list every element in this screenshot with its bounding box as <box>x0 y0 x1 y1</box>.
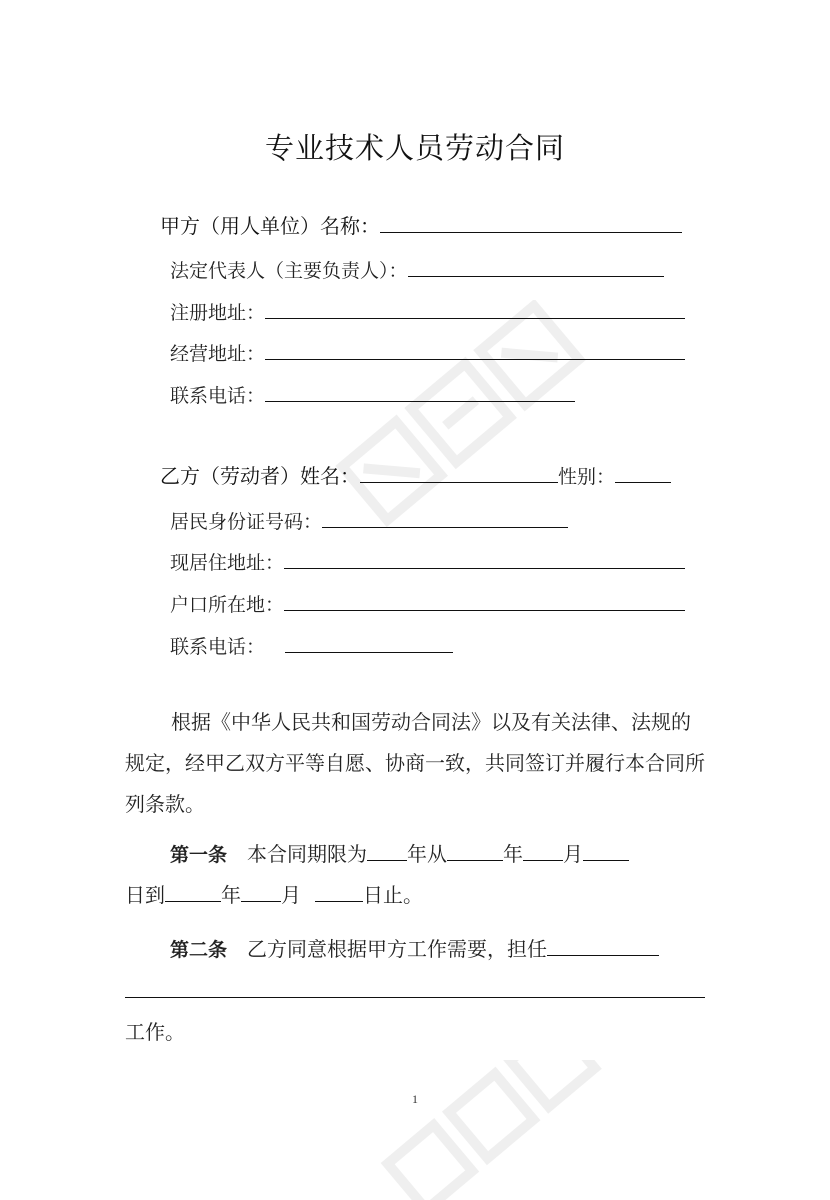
end-year-field[interactable] <box>165 881 221 902</box>
party-b-phone-label: 联系电话： <box>170 636 266 658</box>
article-1-from: 从 <box>427 842 448 866</box>
current-address-field[interactable] <box>284 548 685 569</box>
article-1-line-2 <box>125 881 423 908</box>
reg-address-field[interactable] <box>265 298 685 319</box>
id-number-row <box>170 507 568 535</box>
id-number-field[interactable] <box>322 507 568 528</box>
preamble-paragraph <box>125 702 710 825</box>
article-2-tail: 工作。 <box>125 1020 185 1044</box>
biz-address-row <box>170 339 685 367</box>
article-1-start-year-unit: 年 <box>503 842 524 866</box>
watermark-graphic <box>300 300 620 540</box>
party-a-phone-row <box>170 381 575 409</box>
reg-address-label: 注册地址： <box>170 302 266 324</box>
watermark-graphic-bottom <box>330 1060 650 1200</box>
party-a-phone-label: 联系电话： <box>170 385 266 407</box>
article-1-end-year-unit: 年 <box>221 883 241 907</box>
start-month-field[interactable] <box>523 840 563 861</box>
party-a-name-label: 甲方（用人单位）名称： <box>160 214 380 238</box>
party-b-name-label: 乙方（劳动者）姓名： <box>160 464 360 488</box>
article-1-end-month-unit: 月 <box>281 883 301 907</box>
party-b-phone-field[interactable] <box>285 632 453 653</box>
article-2-heading: 第二条 <box>170 939 228 961</box>
party-b-name-field[interactable] <box>360 462 558 483</box>
article-2-line-3 <box>125 1019 185 1045</box>
position-field[interactable] <box>547 935 659 956</box>
article-2-text: 乙方同意根据甲方工作需要，担任 <box>247 937 548 961</box>
page-number: 1 <box>412 1092 418 1106</box>
start-year-field[interactable] <box>447 840 503 861</box>
term-years-field[interactable] <box>367 840 407 861</box>
gender-field[interactable] <box>615 462 671 483</box>
hukou-label: 户口所在地： <box>170 594 285 616</box>
article-1-line-1 <box>170 840 629 868</box>
gender-label: 性别： <box>558 466 616 488</box>
hukou-field[interactable] <box>284 590 685 611</box>
current-address-label: 现居住地址： <box>170 552 285 574</box>
reg-address-row <box>170 298 685 326</box>
id-number-label: 居民身份证号码： <box>170 511 323 533</box>
party-a-name-row <box>160 212 682 239</box>
biz-address-label: 经营地址： <box>170 343 266 365</box>
article-1-start-month-unit: 月 <box>563 842 584 866</box>
party-a-name-field[interactable] <box>380 212 682 233</box>
end-day-field[interactable] <box>315 881 363 902</box>
article-2-line-1 <box>170 935 659 963</box>
position-continuation-field[interactable] <box>125 997 705 998</box>
preamble-text: 根据《中华人民共和国劳动合同法》以及有关法律、法规的规定，经甲乙双方平等自愿、协商一致，共同签订并履行本合同所列条款。 <box>125 710 705 816</box>
hukou-row <box>170 590 685 618</box>
current-address-row <box>170 548 685 576</box>
article-1-day-to: 日到 <box>125 883 165 907</box>
legal-rep-label: 法定代表人（主要负责人）： <box>170 260 408 282</box>
end-month-field[interactable] <box>241 881 281 902</box>
biz-address-field[interactable] <box>265 339 685 360</box>
party-b-name-row <box>160 462 671 490</box>
start-day-field[interactable] <box>583 840 629 861</box>
legal-rep-row <box>170 256 664 284</box>
party-b-phone-row <box>170 632 453 660</box>
contract-title: 专业技术人员劳动合同 <box>264 131 565 165</box>
legal-rep-field[interactable] <box>408 256 664 277</box>
article-1-text: 本合同期限为 <box>247 842 368 866</box>
article-1-day-end: 日止。 <box>363 883 423 907</box>
article-1-heading: 第一条 <box>170 844 228 866</box>
article-1-year-unit: 年 <box>407 842 428 866</box>
party-a-phone-field[interactable] <box>265 381 575 402</box>
